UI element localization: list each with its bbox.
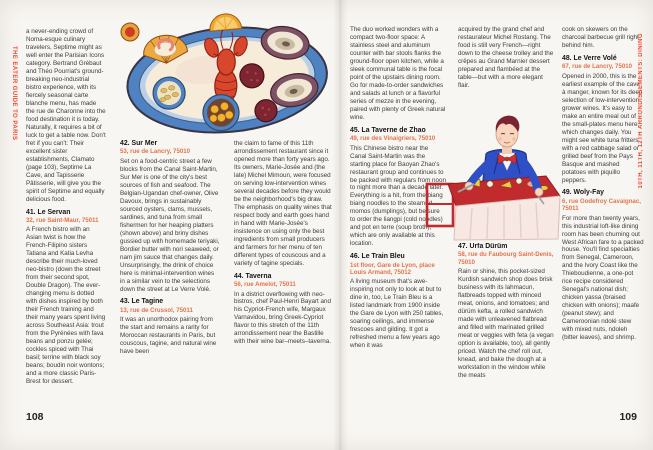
entry-44-title: 44. Taverna: [234, 272, 272, 280]
entry-47-body-start: Rain or shine, this pocket-sized Kurdish sandwich shop does brisk business with its lahmacun, flatbreads topped with minced meat, onions, and tomatoes; and dürüm kefta, a rolled sandwich made with unleavened flatbread and filled with marinated grilled meat or veggies with feta (a vegan option is available, too), all gently priced. Watch the chef roll out, knead, and bake the dough at a workstation in the window while the meats: [458, 268, 554, 379]
seafood-platter: [122, 8, 332, 138]
entry-48-body: Opened in 2000, this is the earliest example of the cave à manger, known for its deep selection of low-intervention grower wines. It's easy to make an entire meal out of the small-plates menu here, which changes daily. You might see white tuna fritters with a red cabbage salad or grilled beef from the Pays Basque and mashed potatoes with piquillo peppers.: [562, 72, 643, 184]
right-column-2-lower: [458, 243, 554, 415]
page-number-left: 108: [26, 411, 44, 423]
entry-45-body: This Chinese bistro near the Canal Saint-Martin was the starting place for Baoyan Zhao's restaurant group and continues to be packed with regulars from noon to night more than a decade later. Everything is a hit, from the biang biang noodles to the steamed momos (dumplings), but be sure to order the liangpi (cold noodles) and pot en terre (soup broth), which are only available at this location.: [350, 144, 446, 248]
entry-47-title: 47. Urfa Dürüm: [458, 243, 508, 250]
entry-44-body-start: In a district overflowing with neo-bistros, chef Paul-Henri Bayart and his Cypriot-French wife, Margaux Varnavidou, bring Greek-Cypriot flavor to this stretch of the 11th arrondissement near the Bastille with their wine bar–meets–taverna.: [234, 290, 331, 346]
right-sidebar-vertical-text: 10TH, 11TH, 12TH ARRONDISSEMENTS: DINING: [638, 33, 644, 189]
entry-41: [26, 209, 106, 386]
entry-49-title: 49. Woly-Fay: [562, 189, 604, 197]
waiter-cheese-trolley-illustration: [420, 112, 568, 242]
entry-43: [120, 298, 220, 356]
entry-43-body-continuation: the claim to fame of this 11th arrondissement restaurant since it opened more than forty years ago. Its owners, Marie-Josée and (the late) Michel Mimoun, were focused on serving low-intervention wines several decades before they would be the neighborhood's big draw. The emphasis on quality wines that respect body and earth goes hand in hand with Marie-Josée's insistence on using only the best ingredients from small producers and farmers for her menu of ten different types of couscous and a variety of tagine specials.: [234, 140, 332, 267]
entry-42-title: 42. Sur Mer: [120, 140, 158, 147]
entry-46-title: 46. Le Train Bleu: [350, 253, 405, 261]
septime-intro-continuation: a never-ending crowd of Noma-esque culinary travelers, Septime might as well enter the Parisian Icons category. Bertrand Grébaut and Théo Pourriat's ground-breaking neo-industrial bistro experience, with its fiercely seasonal carte blanche menu, has made the rue de Charonne into the food destination it is today. Naturally, it requires a bit of luck to get a table now. Don't fret if you can't: Their excellent sister establishments, Clamato (page 103), Septime La Cave, and Tapisserie Pâtisserie, will give you the spirit of Septime and equally delicious food.: [26, 28, 106, 203]
entry-42-address: 53, rue de Lancry, 75010: [120, 148, 191, 156]
trolley-frame: [427, 184, 453, 226]
entry-46: [350, 253, 446, 350]
left-column-1: [26, 28, 106, 408]
page-gutter-shadow: [333, 0, 348, 450]
entry-46-address: 1st floor, Gare de Lyon, place Louis Armand, 75012: [350, 261, 435, 277]
entry-41-body: A French bistro with an Asian twist is how the French-Filipino sisters Tatiana and Katia Levha describe their much-loved neo-bistro (down the street from their second spot, Double Dragon). The ever-changing menu is dotted with dishes inspired by both their French training and their many years spent living across Southeast Asia: trout from the Pyrénées with fava beans and ponzu gelée; cockles spiced with Thai basil; terrine with black soy beans; boudin noir wontons; and a more classic Paris-Brest for dessert.: [26, 226, 106, 386]
left-column-2: [120, 140, 220, 415]
entry-47: [458, 243, 554, 380]
entry-44-address: 56, rue Amelot, 75011: [234, 281, 296, 289]
entry-42-body: Set on a food-centric street a few blocks from the Canal Saint-Martin, Sur Mer is one of the city's best sources of fish and seafood. The Belgian-Ugandan chef-owner, Olive Davoux, brings in sustainably sourced oysters, clams, mussels, sardines, and tuna from small fishermen for her heaping platters (shown above) and briny dishes gussied up with homemade teriyaki, Bordier butter with nori seaweed, or nam jim sauce that changes daily. Unsurprisingly, the drink of choice here is minimal-intervention wines in a similar vein to the selections down the street at Le Verre Volé.: [120, 157, 220, 293]
entry-48: [562, 55, 644, 185]
entry-44: [234, 273, 334, 347]
entry-45-title: 45. La Taverne de Zhao: [350, 126, 426, 134]
lemon-wedge: [208, 13, 241, 32]
entry-49-body: For more than twenty years, this industrial loft-like dining room has been churning out West African fare to a packed house. You'll find specialties from Senegal, Cameroon, and the Ivory Coast like the Thieboudienne, a one-pot rice recipe considered Senegal's national dish; chicken yassa (braised chicken with onions); maafe (peanut stew); and Cameroonian ndolé stew with mixed nuts, ndoleh (bitter leaves), and shrimp.: [562, 214, 644, 342]
right-column-2-upper: [458, 26, 554, 116]
entry-41-address: 32, rue Saint-Maur, 75011: [26, 217, 99, 225]
left-sidebar-vertical-text: THE EATER GUIDE TO PARIS: [11, 46, 17, 141]
entry-42: [120, 140, 220, 293]
entry-45-address: 49, rue des Vinaigriers, 75010: [350, 135, 436, 143]
waiter-head: [496, 116, 520, 154]
entry-43-address: 13, rue de Crussol, 75011: [120, 306, 193, 314]
entry-48-address: 67, rue de Lancry, 75010: [562, 63, 633, 71]
entry-48-title: 48. Le Verre Volé: [562, 54, 617, 62]
entry-44-body-continuation: The duo worked wonders with a compact two-floor space: A stainless steel and aluminum counter with bar stools flanks the ground-floor open kitchen, while a sleek communal table is the focal point of the upstairs dining room. Go for made-to-order sandwiches and salads at lunch or a flavorful series of mezze in the evening, paired with plenty of Greek natural wine.: [350, 26, 446, 121]
entry-43-title: 43. Le Tagine: [120, 298, 164, 306]
entry-47-address: 58, rue du Faubourg Saint-Denis, 75010: [458, 251, 554, 266]
entry-47-body-continuation: cook on skewers on the charcoal barbecue grill right behind him.: [562, 26, 639, 49]
entry-49-address: 6, rue Godefroy Cavaignac, 75011: [562, 197, 641, 213]
page-number-right: 109: [619, 411, 637, 423]
left-column-3: [234, 140, 334, 415]
entry-43-body-start: It was an unorthodox pairing from the start and remains a rarity for Moroccan restaurants in Paris, but couscous, tagine, and natural wine have been: [120, 316, 217, 356]
seafood-platter-illustration: [116, 8, 338, 138]
right-column-3: [562, 26, 644, 414]
entry-46-body-start: A living museum that's awe-inspiring not only to look at but to dine in, too, Le Train Bleu is a listed landmark from 1900 inside the Gare de Lyon with 250 tables, soaring ceilings, and immense frescoes and gilding. It got a refreshed menu a few years ago when it was: [350, 278, 444, 350]
sauce-bowl: [121, 23, 139, 41]
entry-41-title: 41. Le Servan: [26, 208, 71, 216]
entry-46-body-continuation: acquired by the grand chef and restaurateur Michel Rostang. The food is still very French—right down to the cheese trolley and the crêpes au Grand Marnier dessert prepared and flambéed at the table—but with a more elegant flair.: [458, 26, 554, 89]
entry-49: [562, 189, 644, 342]
